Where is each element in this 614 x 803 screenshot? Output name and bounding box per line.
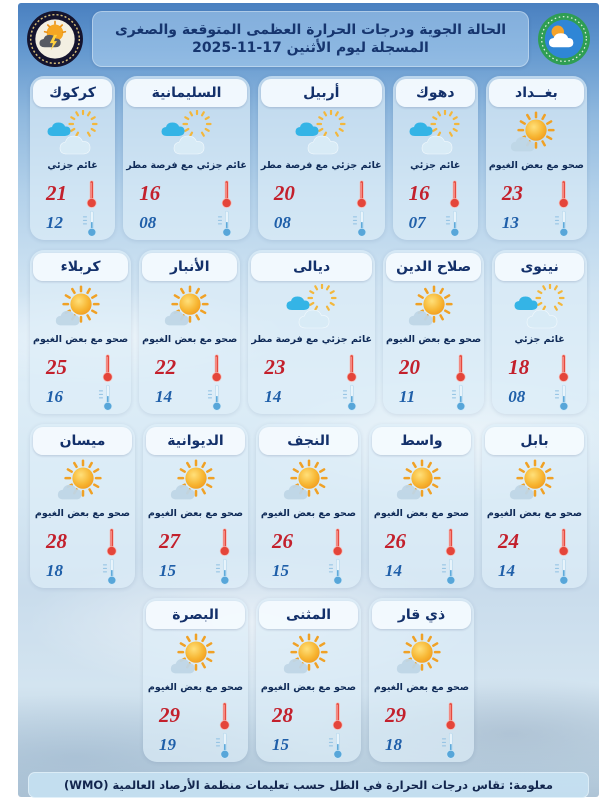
city-name-pill [489,79,584,107]
thermometer-high-icon [447,179,462,208]
thermometer-low-icon [553,557,571,585]
city-name-pill [261,79,382,107]
condition-text: غائم جزئي مع فرصة مطر [251,334,373,345]
high-temp-value: 24 [498,529,519,553]
city-name-pill [251,253,372,281]
thermometer-high-icon [217,527,232,556]
high-temp-row [272,701,345,730]
thermometer-low-icon [341,383,359,411]
city-name-pill [259,427,358,455]
low-temp-row [399,383,468,411]
thermometer-low-icon [214,557,232,585]
weather-card [248,250,375,414]
high-temp-value: 25 [46,355,67,379]
mostly-sunny-icon [372,632,471,680]
weather-bulletin [18,3,599,797]
city-name-pill [33,79,112,107]
low-temp-value: 12 [46,213,63,232]
cards-row [30,424,587,588]
partly-cloudy-icon [251,284,372,332]
weather-card [256,424,361,588]
city-name: صلاح الدين [396,259,472,275]
city-name: الديوانية [167,433,224,449]
thermometer-low-icon [444,209,462,237]
thermometer-low-icon [351,209,369,237]
thermometer-high-icon [443,527,458,556]
thermometer-low-icon [327,557,345,585]
high-temp-value: 28 [272,703,293,727]
condition-text: صحو مع بعض الغيوم [373,508,470,519]
city-name: ميسان [59,433,106,449]
condition-text: غائم جزئي مع فرصة مطر [260,160,382,171]
low-temp-value: 14 [264,387,282,406]
high-temp-value: 23 [501,181,523,205]
low-temp-value: 15 [272,561,289,580]
temperatures [251,353,372,411]
weather-card [143,424,248,588]
condition-text: صحو مع بعض الغيوم [488,160,584,171]
thermometer-high-icon [354,179,369,208]
high-temp-value: 16 [139,181,161,205]
met-authority-logo-icon [537,12,591,66]
city-name: السليمانية [151,85,222,101]
low-temp-value: 14 [498,561,515,580]
city-name: بغــداد [515,85,558,101]
high-temp-value: 16 [408,181,430,205]
condition-text: غائم جزئي مع فرصة مطر [126,160,247,171]
thermometer-high-icon [344,353,359,382]
partly-cloudy-icon [261,110,382,158]
high-temp-value: 26 [272,529,293,553]
low-temp-value: 15 [272,735,289,754]
low-temp-row [385,731,458,759]
thermometer-high-icon [100,353,115,382]
thermometer-low-icon [440,731,458,759]
low-temp-row [139,209,234,237]
thermometer-low-icon [327,731,345,759]
thermometer-low-icon [553,383,571,411]
temperatures [33,353,128,411]
thermometer-low-icon [553,209,571,237]
low-temp-row [498,557,571,585]
thermometer-low-icon [440,557,458,585]
temperatures [386,353,481,411]
thermometer-low-icon [206,383,224,411]
high-temp-row [46,179,99,208]
low-temp-value: 18 [46,561,63,580]
low-temp-row [46,383,115,411]
thermometer-high-icon [219,179,234,208]
low-temp-row [264,383,359,411]
mostly-sunny-icon [489,110,584,158]
cards-row [30,598,587,762]
partly-cloudy-icon [126,110,247,158]
condition-text: صحو مع بعض الغيوم [34,508,131,519]
weather-card [143,598,248,762]
thermometer-low-icon [216,209,234,237]
high-temp-row [409,179,462,208]
city-name-pill [495,253,584,281]
high-temp-row [46,353,115,382]
thermometer-low-icon [214,731,232,759]
mostly-sunny-icon [146,632,245,680]
high-temp-value: 28 [46,529,67,553]
low-temp-row [272,731,345,759]
condition-text: صحو مع بعض الغيوم [147,508,244,519]
temperatures [372,701,471,759]
city-name: النجف [287,433,330,449]
mostly-sunny-icon [33,458,132,506]
city-name-pill [372,427,471,455]
city-name: دهوك [416,85,455,101]
thermometer-high-icon [209,353,224,382]
temperatures [146,701,245,759]
temperatures [396,179,475,237]
low-temp-row [155,383,224,411]
high-temp-value: 27 [159,529,180,553]
cards-row [30,250,587,414]
city-name-pill [142,253,237,281]
low-temp-row [272,557,345,585]
weather-card [139,250,240,414]
city-name-pill [146,427,245,455]
temperatures [33,179,112,237]
city-name: ذي قار [397,607,446,623]
mostly-sunny-icon [33,284,128,332]
low-temp-row [502,209,571,237]
mostly-sunny-icon [142,284,237,332]
temperatures [259,527,358,585]
city-name: أربيل [303,85,340,101]
weather-card [492,250,587,414]
low-temp-row [274,209,369,237]
city-name-pill [146,601,245,629]
low-temp-value: 16 [46,387,63,406]
thermometer-high-icon [217,701,232,730]
temperatures [146,527,245,585]
condition-text: صحو مع بعض الغيوم [147,682,244,693]
high-temp-row [508,353,571,382]
city-name: الأنبار [169,259,210,275]
mostly-sunny-icon [372,458,471,506]
city-name: البصرة [172,607,219,623]
city-name: كركوك [49,85,96,101]
mostly-sunny-icon [259,458,358,506]
thermometer-low-icon [97,383,115,411]
temperatures [259,701,358,759]
weather-card [393,76,478,240]
city-name: نينوى [520,259,559,275]
high-temp-row [155,353,224,382]
low-temp-value: 18 [385,735,402,754]
forecast-center-logo-icon [26,10,84,68]
condition-text: صحو مع بعض الغيوم [373,682,470,693]
high-temp-value: 26 [385,529,406,553]
high-temp-value: 20 [273,181,295,205]
low-temp-row [409,209,462,237]
high-temp-value: 29 [159,703,180,727]
low-temp-value: 07 [408,213,426,232]
thermometer-high-icon [84,179,99,208]
low-temp-value: 08 [273,213,291,232]
high-temp-row [139,179,234,208]
weather-card [30,250,131,414]
city-name: المثنى [285,607,332,623]
high-temp-value: 23 [264,355,286,379]
bulletin-title: الحالة الجوية ودرجات الحرارة العظمى المتوقعة والصغرى المسجلة ليوم الأثنين 17-11-2025 [92,11,529,67]
weather-card [30,424,135,588]
city-name-pill [396,79,475,107]
city-name-pill [259,601,358,629]
thermometer-high-icon [443,701,458,730]
high-temp-row [502,179,571,208]
city-name: بابل [520,433,549,449]
high-temp-row [159,527,232,556]
low-temp-value: 13 [501,213,519,232]
weather-card [369,424,474,588]
city-name: كربلاء [60,259,101,275]
thermometer-high-icon [453,353,468,382]
high-temp-value: 20 [399,355,421,379]
high-temp-row [274,179,369,208]
condition-text: صحو مع بعض الغيوم [486,508,583,519]
condition-text: صحو مع بعض الغيوم [386,334,482,345]
weather-card [383,250,484,414]
temperatures [495,353,584,411]
city-name-pill [485,427,584,455]
header [18,3,599,72]
high-temp-row [385,527,458,556]
weather-card [486,76,587,240]
high-temp-row [385,701,458,730]
mostly-sunny-icon [386,284,481,332]
condition-text: صحو مع بعض الغيوم [33,334,129,345]
cards-grid [18,72,599,772]
high-temp-value: 21 [46,181,67,205]
high-temp-row [264,353,359,382]
high-temp-value: 22 [155,355,177,379]
high-temp-row [46,527,119,556]
weather-card [482,424,587,588]
low-temp-row [385,557,458,585]
temperatures [33,527,132,585]
city-name-pill [33,427,132,455]
city-name-pill [126,79,247,107]
partly-cloudy-icon [396,110,475,158]
thermometer-low-icon [450,383,468,411]
low-temp-row [159,557,232,585]
temperatures [126,179,247,237]
temperatures [142,353,237,411]
high-temp-row [498,527,571,556]
partly-cloudy-icon [33,110,112,158]
high-temp-row [159,701,232,730]
high-temp-value: 18 [508,355,530,379]
thermometer-high-icon [104,527,119,556]
high-temp-value: 29 [385,703,406,727]
low-temp-value: 19 [159,735,176,754]
temperatures [485,527,584,585]
temperatures [261,179,382,237]
city-name: ديالى [293,259,331,275]
low-temp-value: 14 [385,561,402,580]
condition-text: صحو مع بعض الغيوم [260,508,357,519]
low-temp-value: 11 [399,387,416,406]
thermometer-high-icon [556,179,571,208]
city-name: واسط [400,433,443,449]
low-temp-value: 14 [155,387,173,406]
low-temp-row [46,209,99,237]
low-temp-row [46,557,119,585]
city-name-pill [372,601,471,629]
weather-card [30,76,115,240]
condition-text: غائم جزئي [47,160,98,171]
thermometer-high-icon [556,353,571,382]
thermometer-low-icon [81,209,99,237]
low-temp-value: 15 [159,561,176,580]
low-temp-row [159,731,232,759]
high-temp-row [399,353,468,382]
thermometer-low-icon [101,557,119,585]
low-temp-value: 08 [508,387,526,406]
mostly-sunny-icon [485,458,584,506]
city-name-pill [33,253,128,281]
condition-text: صحو مع بعض الغيوم [142,334,238,345]
low-temp-row [508,383,571,411]
weather-card [258,76,385,240]
city-name-pill [386,253,481,281]
weather-card [123,76,250,240]
weather-card [369,598,474,762]
thermometer-high-icon [330,527,345,556]
thermometer-high-icon [556,527,571,556]
condition-text: صحو مع بعض الغيوم [260,682,357,693]
mostly-sunny-icon [146,458,245,506]
cards-row [30,76,587,240]
partly-cloudy-icon [495,284,584,332]
condition-text: غائم جزئي [514,334,565,345]
footer-note: معلومة: تقاس درجات الحرارة في الظل حسب تعليمات منظمة الأرصاد العالمية (WMO) [28,772,589,798]
thermometer-high-icon [330,701,345,730]
temperatures [372,527,471,585]
high-temp-row [272,527,345,556]
condition-text: غائم جزئي [410,160,461,171]
weather-card [256,598,361,762]
mostly-sunny-icon [259,632,358,680]
low-temp-value: 08 [139,213,157,232]
temperatures [489,179,584,237]
